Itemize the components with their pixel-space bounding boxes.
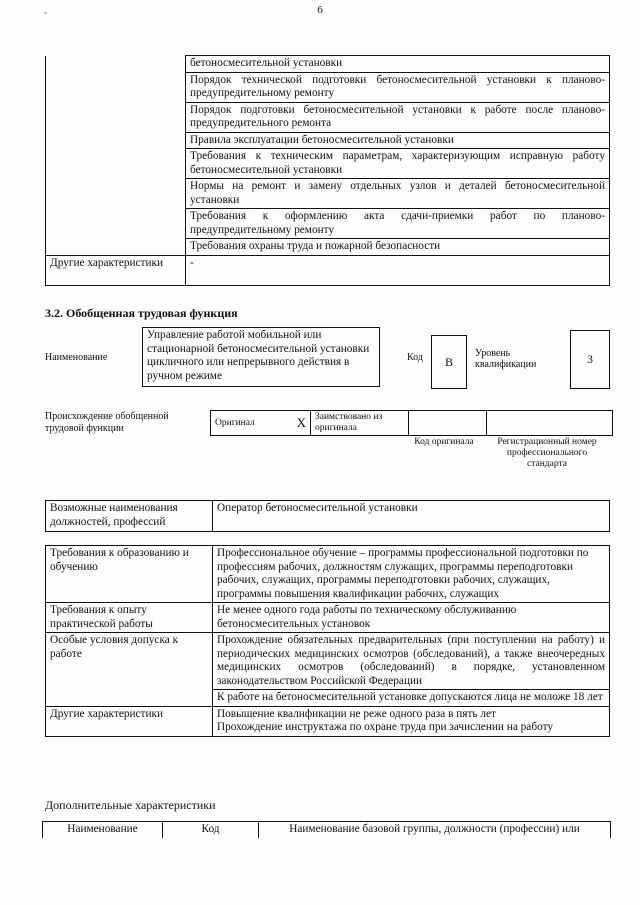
original-label: Оригинал [215, 418, 255, 429]
stray-mark: ` [44, 12, 48, 23]
knowledge-row: Порядок технической подготовки бетоносмесительной установки к планово-предупредительному ремонту [186, 72, 610, 102]
admission-value: К работе на бетоносмесительной установке допускаются лица не моложе 18 лет [213, 690, 610, 707]
knowledge-row: Правила эксплуатации бетоносмесительной установки [186, 132, 610, 149]
additional-table [42, 821, 611, 838]
admission-label: Особые условия допуска к работе [46, 633, 213, 707]
knowledge-row: Требования к техническим параметрам, характеризующим исправную работу бетоносмесительной установки [186, 149, 610, 179]
experience-label: Требования к опыту практической работы [46, 603, 213, 633]
experience-value: Не менее одного года работы по техническому обслуживанию бетоносмесительных установок [213, 603, 610, 633]
knowledge-row: Нормы на ремонт и замену отдельных узлов и деталей бетоносмесительной установки [186, 179, 610, 209]
header-base-group: Наименование базовой группы, должности (профессии) или [259, 822, 611, 838]
admission-value: Прохождение обязательных предварительных (при поступлении на работу) и периодических медицинских осмотров (обследований), а также внеочередных медицинских осмотров (обследований) в порядке, установленном законодательством Российской Федерации [213, 633, 610, 690]
other-characteristics-label: Другие характеристики [46, 255, 186, 285]
reg-number-caption: Регистрационный номер профессионального стандарта [497, 437, 597, 469]
name-label: Наименование [45, 352, 108, 363]
other-value-line: Прохождение инструктажа по охране труда при зачислении на работу [217, 721, 554, 733]
header-name: Наименование [43, 822, 163, 838]
education-label: Требования к образованию и обучению [46, 546, 213, 603]
level-label: Уровень квалификации [475, 348, 537, 370]
knowledge-row: Требования охраны труда и пожарной безопасности [186, 239, 610, 256]
original-mark: X [296, 415, 306, 431]
code-original-caption: Код оригинала [414, 437, 474, 447]
origin-label: Происхождение обобщенной трудовой функции [45, 411, 169, 434]
borrowed-label: Заимствовано из оригинала [311, 411, 409, 436]
knowledge-row: Требования к оформлению акта сдачи-приемки работ по планово-предупредительному ремонту [186, 209, 610, 239]
code-value: B [431, 335, 467, 389]
name-value: Управление работой мобильной или стационарной бетоносмесительной установки цикличного или непрерывного действия в ручном режиме [142, 327, 380, 387]
knowledge-table [45, 55, 610, 286]
knowledge-row: Порядок подготовки бетоносмесительной установки к работе после планово-предупредительного ремонта [186, 102, 610, 132]
knowledge-row: бетоносмесительной установки [186, 56, 610, 73]
education-value: Профессиональное обучение – программы профессиональной подготовки по профессиям рабочих, должностям служащих, программы переподготовки рабочих, служащих, программы переподготовки рабочих, служащих, программы повышения квалификации рабочих, служащих [213, 546, 610, 603]
section-title: 3.2. Обобщенная трудовая функция [45, 306, 238, 320]
requirements-table [45, 545, 610, 737]
header-code: Код [163, 822, 259, 838]
other-value [213, 706, 610, 736]
positions-label: Возможные наименования должностей, профессий [46, 501, 213, 532]
other-characteristics-value: - [186, 255, 610, 285]
page-number: 6 [317, 4, 323, 16]
other-value-line: Повышение квалификации не реже одного раза в пять лет [217, 707, 496, 720]
additional-title: Дополнительные характеристики [45, 798, 216, 812]
code-label: Код [407, 352, 423, 363]
level-value: 3 [570, 330, 610, 389]
other-label: Другие характеристики [46, 706, 213, 736]
origin-table [210, 410, 613, 436]
positions-table [45, 500, 610, 532]
positions-value: Оператор бетоносмесительной установки [213, 501, 610, 532]
